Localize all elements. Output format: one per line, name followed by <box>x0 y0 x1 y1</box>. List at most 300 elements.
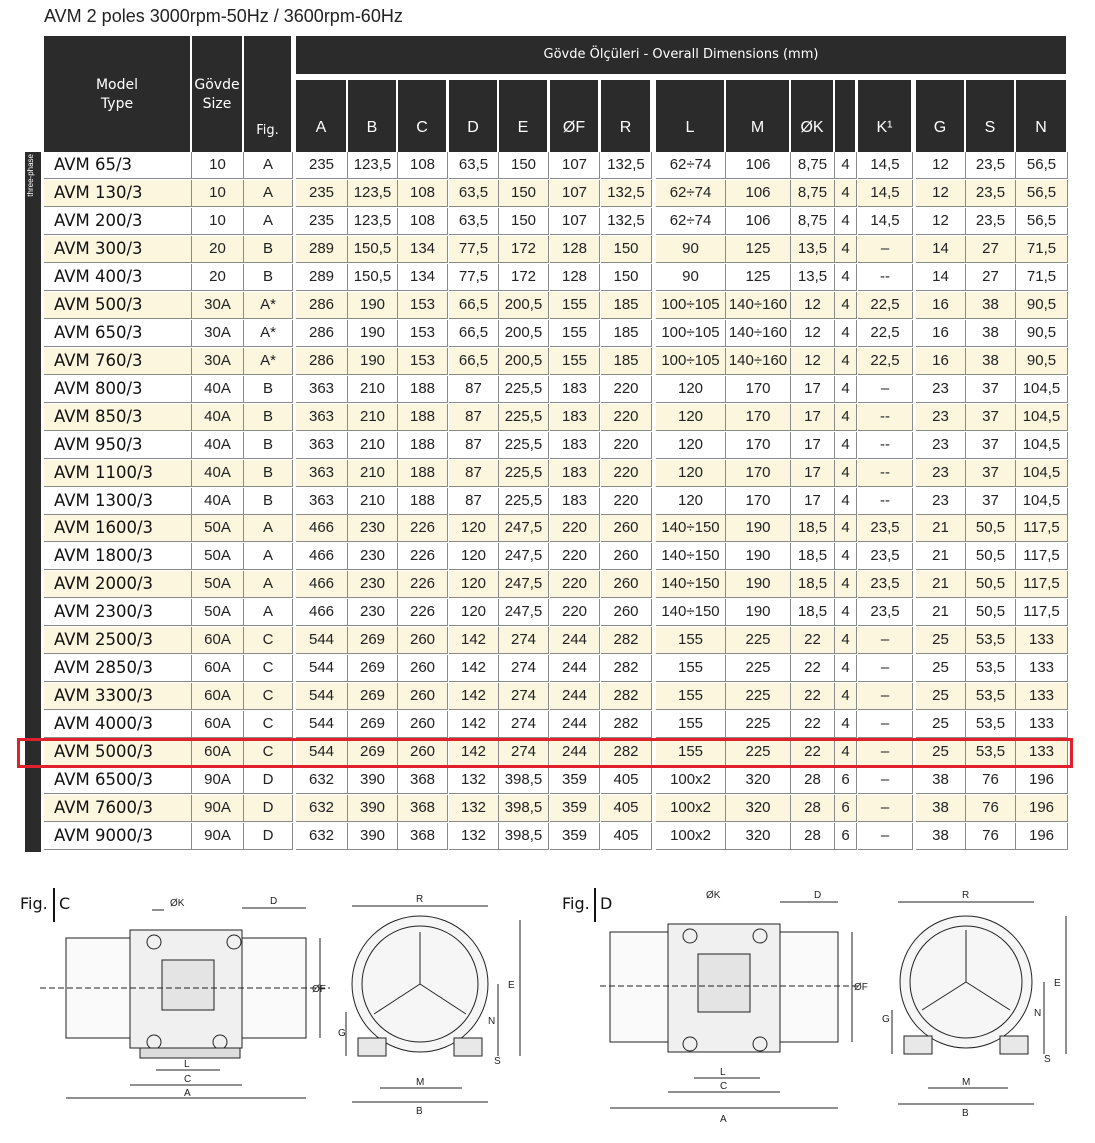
value-cell: 247,5 <box>499 571 549 598</box>
value-cell: 38 <box>966 292 1016 319</box>
value-cell: 100÷105 <box>656 292 726 319</box>
value-cell: 155 <box>656 739 726 766</box>
value-cell: 132,5 <box>601 152 652 179</box>
value-cell: 104,5 <box>1016 404 1068 431</box>
value-cell: 226 <box>398 571 448 598</box>
value-cell: 363 <box>296 376 348 403</box>
value-cell: 133 <box>1016 739 1068 766</box>
value-cell: 274 <box>499 627 549 654</box>
value-cell: 368 <box>398 823 448 850</box>
value-cell: 37 <box>966 376 1016 403</box>
header-type-label: Type <box>100 96 134 112</box>
value-cell: 632 <box>296 795 348 822</box>
value-cell: 183 <box>550 488 600 515</box>
value-cell: – <box>858 739 913 766</box>
value-cell: 200,5 <box>499 320 549 347</box>
value-cell: 40A <box>192 432 244 459</box>
value-cell: 260 <box>601 571 652 598</box>
value-cell: 244 <box>550 627 600 654</box>
fig-d-label-f: ØF <box>854 982 868 993</box>
fig-c-front-view <box>346 906 520 1102</box>
value-cell: 12 <box>916 152 966 179</box>
table-row <box>44 432 1066 459</box>
value-cell: 53,5 <box>966 683 1016 710</box>
value-cell: 183 <box>550 376 600 403</box>
value-cell: 87 <box>449 488 499 515</box>
value-cell: 90,5 <box>1016 348 1068 375</box>
value-cell: 4 <box>835 432 857 459</box>
value-cell: 12 <box>791 292 835 319</box>
value-cell: 134 <box>398 236 448 263</box>
value-cell: 87 <box>449 404 499 431</box>
value-cell: 170 <box>726 460 791 487</box>
value-cell: 120 <box>656 488 726 515</box>
value-cell: 87 <box>449 376 499 403</box>
table-row <box>44 376 1066 403</box>
table-row <box>44 180 1066 207</box>
table-row <box>44 543 1066 570</box>
model-cell: AVM 4000/3 <box>44 711 192 738</box>
value-cell: 405 <box>601 767 652 794</box>
value-cell: 466 <box>296 571 348 598</box>
value-cell: 247,5 <box>499 515 549 542</box>
table-row <box>44 683 1066 710</box>
model-cell: AVM 1600/3 <box>44 515 192 542</box>
value-cell: 77,5 <box>449 236 499 263</box>
value-cell: 16 <box>916 348 966 375</box>
column-header: D <box>449 80 497 152</box>
value-cell: 38 <box>966 320 1016 347</box>
value-cell: 63,5 <box>449 152 499 179</box>
value-cell: 100x2 <box>656 823 726 850</box>
value-cell: 247,5 <box>499 543 549 570</box>
value-cell: 140÷150 <box>656 515 726 542</box>
table-row <box>44 236 1066 263</box>
value-cell: 190 <box>726 571 791 598</box>
value-cell: 12 <box>791 348 835 375</box>
value-cell: 50A <box>192 543 244 570</box>
table-row <box>44 823 1066 850</box>
value-cell: 28 <box>791 767 835 794</box>
value-cell: 63,5 <box>449 208 499 235</box>
value-cell: 260 <box>601 515 652 542</box>
fig-c-label-f: ØF <box>312 984 326 995</box>
value-cell: – <box>858 376 913 403</box>
value-cell: A* <box>244 348 293 375</box>
value-cell: 4 <box>835 152 857 179</box>
value-cell: 210 <box>348 432 398 459</box>
value-cell: 53,5 <box>966 655 1016 682</box>
value-cell: 8,75 <box>791 180 835 207</box>
value-cell: 286 <box>296 320 348 347</box>
value-cell: 150 <box>499 152 549 179</box>
value-cell: 60A <box>192 683 244 710</box>
table-row <box>44 460 1066 487</box>
model-cell: AVM 1800/3 <box>44 543 192 570</box>
value-cell: 17 <box>791 376 835 403</box>
value-cell: 14,5 <box>858 208 913 235</box>
value-cell: 18,5 <box>791 543 835 570</box>
value-cell: 260 <box>398 655 448 682</box>
table-row <box>44 795 1066 822</box>
fig-d-word: Fig. <box>562 894 590 913</box>
value-cell: 196 <box>1016 823 1068 850</box>
value-cell: 77,5 <box>449 264 499 291</box>
value-cell: – <box>858 236 913 263</box>
value-cell: 62÷74 <box>656 180 726 207</box>
value-cell: 107 <box>550 152 600 179</box>
model-cell: AVM 200/3 <box>44 208 192 235</box>
value-cell: 13,5 <box>791 264 835 291</box>
value-cell: 23 <box>916 404 966 431</box>
value-cell: 132,5 <box>601 180 652 207</box>
value-cell: 132 <box>449 823 499 850</box>
model-cell: AVM 2300/3 <box>44 599 192 626</box>
model-cell: AVM 1300/3 <box>44 488 192 515</box>
value-cell: 153 <box>398 292 448 319</box>
value-cell: 200,5 <box>499 348 549 375</box>
table-row <box>44 292 1066 319</box>
value-cell: 30A <box>192 348 244 375</box>
value-cell: 150 <box>601 236 652 263</box>
row-highlight-box <box>17 738 1073 768</box>
value-cell: 90A <box>192 795 244 822</box>
column-header: L <box>656 80 724 152</box>
model-cell: AVM 500/3 <box>44 292 192 319</box>
value-cell: 320 <box>726 823 791 850</box>
value-cell: 13,5 <box>791 236 835 263</box>
value-cell: 25 <box>916 655 966 682</box>
value-cell: 289 <box>296 264 348 291</box>
value-cell: 120 <box>449 543 499 570</box>
fig-c-label-g: G <box>338 1028 346 1039</box>
fig-d-label-g: G <box>882 1014 890 1025</box>
value-cell: 14,5 <box>858 152 913 179</box>
value-cell: 190 <box>726 543 791 570</box>
value-cell: 71,5 <box>1016 264 1068 291</box>
value-cell: 390 <box>348 795 398 822</box>
value-cell: 20 <box>192 236 244 263</box>
value-cell: 4 <box>835 488 857 515</box>
value-cell: 282 <box>601 683 652 710</box>
model-cell: AVM 950/3 <box>44 432 192 459</box>
value-cell: 405 <box>601 795 652 822</box>
value-cell: 6 <box>835 823 857 850</box>
value-cell: – <box>858 711 913 738</box>
value-cell: 225 <box>726 683 791 710</box>
value-cell: 50A <box>192 571 244 598</box>
value-cell: 4 <box>835 236 857 263</box>
fig-d-label-n: N <box>1034 1008 1042 1019</box>
value-cell: 22 <box>791 683 835 710</box>
value-cell: 220 <box>601 432 652 459</box>
value-cell: 544 <box>296 655 348 682</box>
value-cell: 25 <box>916 739 966 766</box>
value-cell: 363 <box>296 404 348 431</box>
value-cell: 28 <box>791 795 835 822</box>
value-cell: 140÷160 <box>726 320 791 347</box>
value-cell: 27 <box>966 236 1016 263</box>
model-cell: AVM 850/3 <box>44 404 192 431</box>
table-row <box>44 348 1066 375</box>
value-cell: 132 <box>449 767 499 794</box>
value-cell: 183 <box>550 460 600 487</box>
value-cell: 632 <box>296 823 348 850</box>
value-cell: 63,5 <box>449 180 499 207</box>
header-model-label: Model <box>95 77 139 93</box>
value-cell: 210 <box>348 404 398 431</box>
value-cell: 220 <box>601 404 652 431</box>
value-cell: 226 <box>398 515 448 542</box>
value-cell: 117,5 <box>1016 571 1068 598</box>
value-cell: 108 <box>398 152 448 179</box>
value-cell: 90 <box>656 264 726 291</box>
fig-c-label-l: L <box>184 1059 190 1070</box>
value-cell: 120 <box>656 404 726 431</box>
value-cell: 10 <box>192 152 244 179</box>
value-cell: 398,5 <box>499 795 549 822</box>
value-cell: 17 <box>791 404 835 431</box>
value-cell: 12 <box>791 320 835 347</box>
fig-c-label-r: R <box>416 894 424 905</box>
value-cell: 8,75 <box>791 152 835 179</box>
header-govde-size <box>192 36 242 152</box>
value-cell: 320 <box>726 767 791 794</box>
value-cell: 56,5 <box>1016 152 1068 179</box>
value-cell: 120 <box>656 432 726 459</box>
value-cell: 76 <box>966 795 1016 822</box>
value-cell: B <box>244 236 293 263</box>
value-cell: 286 <box>296 292 348 319</box>
value-cell: 23 <box>916 460 966 487</box>
value-cell: 466 <box>296 599 348 626</box>
fig-c-label-ok: ØK <box>170 898 185 909</box>
value-cell: 225 <box>726 739 791 766</box>
value-cell: 188 <box>398 432 448 459</box>
value-cell: 30A <box>192 320 244 347</box>
value-cell: 220 <box>601 376 652 403</box>
value-cell: 38 <box>916 767 966 794</box>
value-cell: 544 <box>296 711 348 738</box>
value-cell: A <box>244 571 293 598</box>
fig-d-label-b: B <box>962 1108 969 1119</box>
table-row <box>44 264 1066 291</box>
fig-c-label-c: C <box>184 1074 192 1085</box>
value-cell: 4 <box>835 543 857 570</box>
value-cell: 150 <box>601 264 652 291</box>
column-header: K¹ <box>858 80 911 152</box>
column-header: C <box>398 80 446 152</box>
value-cell: 226 <box>398 543 448 570</box>
value-cell: 16 <box>916 320 966 347</box>
value-cell: 142 <box>449 711 499 738</box>
model-cell: AVM 9000/3 <box>44 823 192 850</box>
value-cell: 106 <box>726 208 791 235</box>
fig-d-label-l: L <box>720 1067 726 1078</box>
value-cell: 210 <box>348 376 398 403</box>
page-title: AVM 2 poles 3000rpm-50Hz / 3600rpm-60Hz <box>44 6 403 26</box>
value-cell: 125 <box>726 264 791 291</box>
model-cell: AVM 2500/3 <box>44 627 192 654</box>
value-cell: 390 <box>348 767 398 794</box>
value-cell: 150,5 <box>348 236 398 263</box>
value-cell: 14,5 <box>858 180 913 207</box>
value-cell: D <box>244 767 293 794</box>
value-cell: 269 <box>348 683 398 710</box>
value-cell: 50,5 <box>966 515 1016 542</box>
value-cell: 155 <box>550 292 600 319</box>
fig-d-label-ok: ØK <box>706 890 721 901</box>
value-cell: 40A <box>192 460 244 487</box>
column-header: B <box>348 80 396 152</box>
value-cell: 106 <box>726 180 791 207</box>
value-cell: 544 <box>296 739 348 766</box>
table-row <box>44 208 1066 235</box>
value-cell: A <box>244 515 293 542</box>
value-cell: 90,5 <box>1016 292 1068 319</box>
value-cell: 120 <box>449 515 499 542</box>
value-cell: 71,5 <box>1016 236 1068 263</box>
value-cell: 260 <box>398 711 448 738</box>
value-cell: 172 <box>499 264 549 291</box>
value-cell: 190 <box>348 292 398 319</box>
value-cell: 27 <box>966 264 1016 291</box>
value-cell: 8,75 <box>791 208 835 235</box>
value-cell: 142 <box>449 739 499 766</box>
fig-c-word: Fig. <box>20 894 48 913</box>
column-header: R <box>601 80 650 152</box>
value-cell: 14 <box>916 236 966 263</box>
fig-d-label-r: R <box>962 890 970 901</box>
value-cell: 188 <box>398 488 448 515</box>
value-cell: C <box>244 655 293 682</box>
value-cell: 12 <box>916 180 966 207</box>
model-cell: AVM 400/3 <box>44 264 192 291</box>
value-cell: 368 <box>398 767 448 794</box>
value-cell: 53,5 <box>966 739 1016 766</box>
fig-d-front-view <box>892 902 1066 1104</box>
value-cell: 22 <box>791 655 835 682</box>
value-cell: 4 <box>835 515 857 542</box>
value-cell: D <box>244 795 293 822</box>
value-cell: A <box>244 152 293 179</box>
value-cell: 390 <box>348 823 398 850</box>
value-cell: 359 <box>550 823 600 850</box>
value-cell: 60A <box>192 627 244 654</box>
value-cell: 155 <box>656 655 726 682</box>
value-cell: A <box>244 208 293 235</box>
value-cell: 23,5 <box>858 543 913 570</box>
value-cell: 210 <box>348 488 398 515</box>
value-cell: B <box>244 404 293 431</box>
value-cell: 247,5 <box>499 599 549 626</box>
value-cell: 18,5 <box>791 599 835 626</box>
value-cell: 25 <box>916 683 966 710</box>
header-model-type <box>44 36 190 152</box>
table-row <box>44 515 1066 542</box>
value-cell: 117,5 <box>1016 599 1068 626</box>
value-cell: 22 <box>791 627 835 654</box>
value-cell: 50A <box>192 599 244 626</box>
value-cell: 62÷74 <box>656 152 726 179</box>
value-cell: 190 <box>726 599 791 626</box>
value-cell: 4 <box>835 599 857 626</box>
value-cell: D <box>244 823 293 850</box>
fig-c-label-d: D <box>270 896 278 907</box>
value-cell: 190 <box>726 515 791 542</box>
fig-c-label-m: M <box>416 1077 425 1088</box>
value-cell: B <box>244 460 293 487</box>
value-cell: 282 <box>601 655 652 682</box>
value-cell: 25 <box>916 627 966 654</box>
value-cell: B <box>244 488 293 515</box>
value-cell: 225,5 <box>499 432 549 459</box>
value-cell: 20 <box>192 264 244 291</box>
table-row <box>44 767 1066 794</box>
fig-d-label-d: D <box>814 890 822 901</box>
value-cell: 100x2 <box>656 795 726 822</box>
value-cell: C <box>244 739 293 766</box>
value-cell: 142 <box>449 655 499 682</box>
value-cell: 76 <box>966 767 1016 794</box>
value-cell: 153 <box>398 348 448 375</box>
fig-c-label-n: N <box>488 1016 496 1027</box>
value-cell: 140÷150 <box>656 543 726 570</box>
value-cell: 225,5 <box>499 488 549 515</box>
value-cell: 196 <box>1016 767 1068 794</box>
value-cell: 190 <box>348 320 398 347</box>
value-cell: 4 <box>835 711 857 738</box>
fig-d-letter: D <box>600 894 613 913</box>
value-cell: 23,5 <box>966 208 1016 235</box>
value-cell: 133 <box>1016 711 1068 738</box>
value-cell: 235 <box>296 208 348 235</box>
value-cell: 359 <box>550 795 600 822</box>
value-cell: 134 <box>398 264 448 291</box>
value-cell: 282 <box>601 711 652 738</box>
value-cell: 4 <box>835 460 857 487</box>
value-cell: 185 <box>601 348 652 375</box>
model-cell: AVM 650/3 <box>44 320 192 347</box>
table-row <box>44 711 1066 738</box>
value-cell: 225 <box>726 711 791 738</box>
value-cell: 25 <box>916 711 966 738</box>
value-cell: 23 <box>916 432 966 459</box>
value-cell: 274 <box>499 683 549 710</box>
table-row <box>44 655 1066 682</box>
value-cell: C <box>244 683 293 710</box>
value-cell: 40A <box>192 376 244 403</box>
model-cell: AVM 5000/3 <box>44 739 192 766</box>
model-cell: AVM 760/3 <box>44 348 192 375</box>
value-cell: 230 <box>348 599 398 626</box>
value-cell: 230 <box>348 571 398 598</box>
value-cell: 66,5 <box>449 320 499 347</box>
value-cell: 87 <box>449 432 499 459</box>
fig-d-label-a: A <box>720 1114 727 1125</box>
value-cell: 140÷150 <box>656 571 726 598</box>
value-cell: 260 <box>601 599 652 626</box>
value-cell: 56,5 <box>1016 208 1068 235</box>
value-cell: 23,5 <box>858 571 913 598</box>
value-cell: 40A <box>192 488 244 515</box>
value-cell: B <box>244 264 293 291</box>
value-cell: 10 <box>192 208 244 235</box>
value-cell: 37 <box>966 404 1016 431</box>
fig-c-label-b: B <box>416 1106 423 1117</box>
fig-d-label-s: S <box>1044 1054 1051 1065</box>
value-cell: 185 <box>601 292 652 319</box>
